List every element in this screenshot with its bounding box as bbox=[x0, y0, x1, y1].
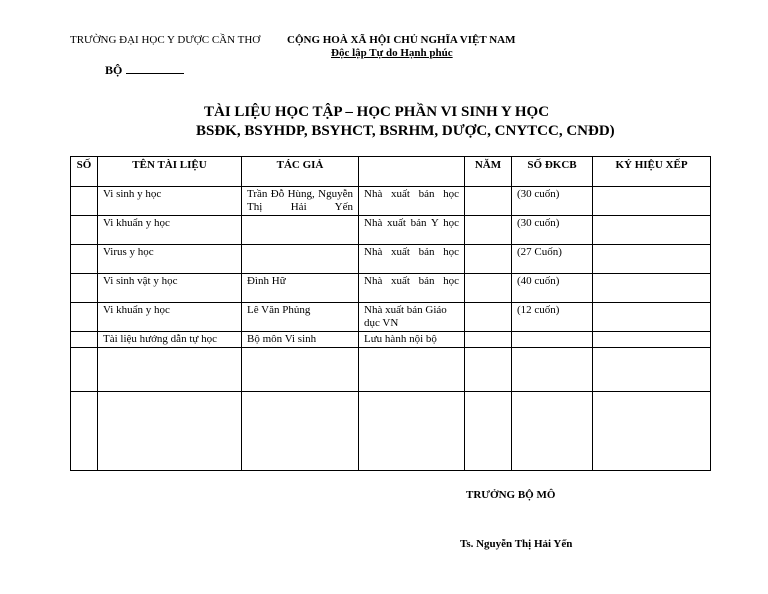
cell-author: Trần Đỗ Hùng, Nguyễn Thị Hải Yến bbox=[242, 187, 359, 216]
table-row bbox=[71, 332, 711, 348]
department-prefix: BỘ bbox=[105, 63, 123, 77]
department-label bbox=[105, 63, 184, 78]
cell-empty bbox=[71, 392, 98, 471]
header-author: TÁC GIẢ bbox=[242, 157, 359, 187]
cell-name: Vi khuẩn y học bbox=[98, 216, 242, 245]
cell-name: Vi sinh vật y học bbox=[98, 274, 242, 303]
cell-no bbox=[71, 332, 98, 348]
cell-no bbox=[71, 274, 98, 303]
table-row bbox=[71, 187, 711, 216]
cell-year bbox=[465, 187, 512, 216]
cell-publisher: Nhà xuất bản học bbox=[359, 187, 465, 216]
cell-code bbox=[593, 303, 711, 332]
cell-author: Đình Hữ bbox=[242, 274, 359, 303]
cell-code bbox=[593, 187, 711, 216]
cell-code bbox=[593, 216, 711, 245]
cell-no bbox=[71, 187, 98, 216]
cell-no bbox=[71, 216, 98, 245]
cell-empty bbox=[359, 392, 465, 471]
header-name: TÊN TÀI LIỆU bbox=[98, 157, 242, 187]
header-year: NĂM bbox=[465, 157, 512, 187]
cell-code bbox=[593, 245, 711, 274]
cell-empty bbox=[512, 392, 593, 471]
cell-empty bbox=[465, 392, 512, 471]
cell-empty bbox=[98, 392, 242, 471]
cell-year bbox=[465, 245, 512, 274]
header-no: SỐ bbox=[71, 157, 98, 187]
cell-empty bbox=[465, 348, 512, 392]
cell-dkcb: (27 Cuốn) bbox=[512, 245, 593, 274]
document-subtitle: BSĐK, BSYHDP, BSYHCT, BSRHM, DƯỢC, CNYTCC, CNĐD) bbox=[196, 123, 615, 139]
cell-year bbox=[465, 332, 512, 348]
cell-empty bbox=[593, 392, 711, 471]
cell-empty bbox=[71, 348, 98, 392]
cell-empty bbox=[359, 348, 465, 392]
cell-name: Vi khuẩn y học bbox=[98, 303, 242, 332]
cell-empty bbox=[242, 348, 359, 392]
cell-author bbox=[242, 245, 359, 274]
table-row bbox=[71, 216, 711, 245]
table-row-empty bbox=[71, 392, 711, 471]
cell-dkcb: (12 cuốn) bbox=[512, 303, 593, 332]
cell-name: Virus y học bbox=[98, 245, 242, 274]
signature-title: TRƯỞNG BỘ MÔ bbox=[466, 489, 556, 501]
cell-year bbox=[465, 216, 512, 245]
cell-no bbox=[71, 245, 98, 274]
cell-empty bbox=[242, 392, 359, 471]
school-name: TRƯỜNG ĐẠI HỌC Y DƯỢC CẦN THƠ bbox=[70, 34, 261, 46]
cell-dkcb: (30 cuốn) bbox=[512, 187, 593, 216]
national-motto: Độc lập Tự do Hạnh phúc bbox=[331, 47, 453, 59]
document-title: TÀI LIỆU HỌC TẬP – HỌC PHẦN VI SINH Y HỌC bbox=[204, 104, 550, 120]
table-row-empty bbox=[71, 348, 711, 392]
department-blank-line bbox=[126, 63, 184, 74]
cell-year bbox=[465, 303, 512, 332]
cell-publisher: Nhà xuất bản Y học bbox=[359, 216, 465, 245]
cell-empty bbox=[512, 348, 593, 392]
cell-code bbox=[593, 332, 711, 348]
cell-author bbox=[242, 216, 359, 245]
table-header-row bbox=[71, 157, 711, 187]
header-publisher bbox=[359, 157, 465, 187]
header-code: KÝ HIỆU XẾP bbox=[593, 157, 711, 187]
table-row bbox=[71, 303, 711, 332]
cell-author: Bộ môn Vi sinh bbox=[242, 332, 359, 348]
table-row bbox=[71, 245, 711, 274]
cell-dkcb bbox=[512, 332, 593, 348]
header-dkcb: SỐ ĐKCB bbox=[512, 157, 593, 187]
cell-no bbox=[71, 303, 98, 332]
cell-code bbox=[593, 274, 711, 303]
table-row bbox=[71, 274, 711, 303]
cell-dkcb: (40 cuốn) bbox=[512, 274, 593, 303]
cell-author: Lê Văn Phủng bbox=[242, 303, 359, 332]
cell-name: Tài liệu hướng dẫn tự học bbox=[98, 332, 242, 348]
cell-name: Vi sinh y học bbox=[98, 187, 242, 216]
cell-dkcb: (30 cuốn) bbox=[512, 216, 593, 245]
cell-publisher: Nhà xuất bản học bbox=[359, 245, 465, 274]
materials-table bbox=[70, 156, 711, 471]
cell-publisher: Lưu hành nội bộ bbox=[359, 332, 465, 348]
cell-empty bbox=[98, 348, 242, 392]
cell-publisher: Nhà xuất bản học bbox=[359, 274, 465, 303]
republic-name: CỘNG HOÀ XÃ HỘI CHỦ NGHĨA VIỆT NAM bbox=[287, 34, 516, 46]
cell-empty bbox=[593, 348, 711, 392]
cell-publisher: Nhà xuất bản Giáo dục VN bbox=[359, 303, 465, 332]
cell-year bbox=[465, 274, 512, 303]
signature-name: Ts. Nguyễn Thị Hải Yến bbox=[460, 538, 573, 550]
